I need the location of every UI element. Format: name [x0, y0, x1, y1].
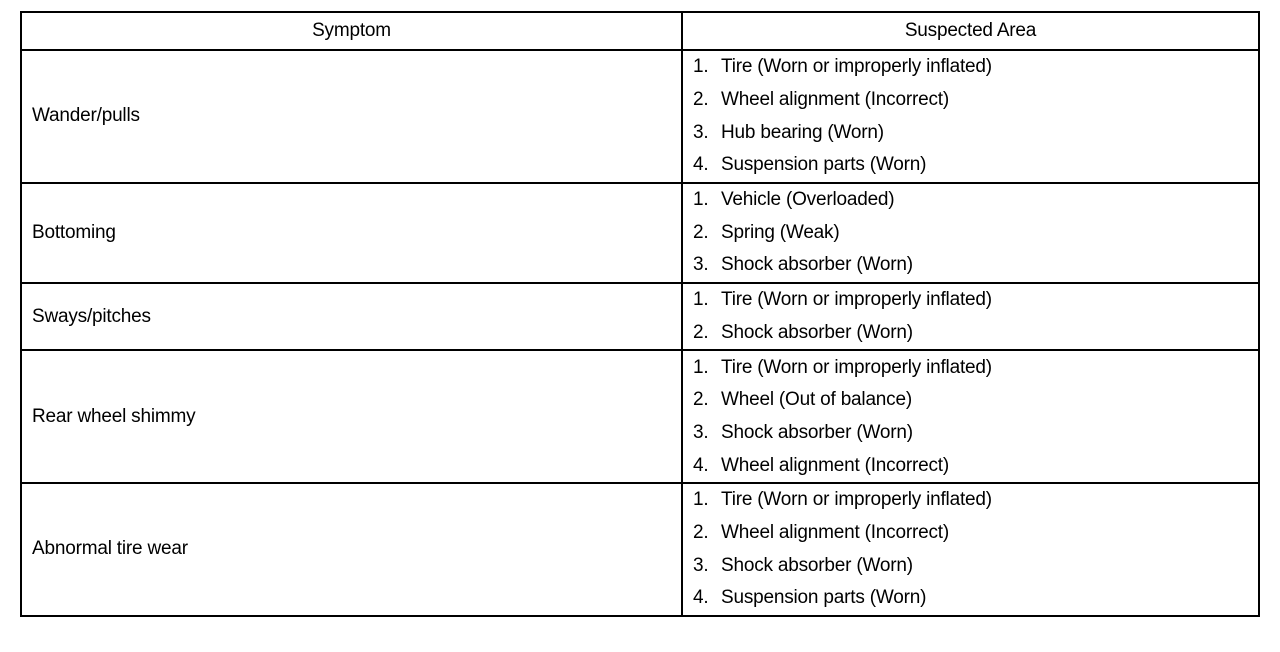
list-item [693, 549, 1258, 582]
suspected-area-cell [683, 351, 1258, 482]
list-item [693, 149, 1258, 182]
symptom-cell: Bottoming [22, 184, 683, 282]
item-number: 4. [693, 154, 709, 176]
table-row [22, 282, 1258, 349]
item-number: 2. [693, 321, 709, 343]
item-text: Wheel alignment (Incorrect) [721, 454, 949, 476]
header-symptom: Symptom [22, 13, 683, 49]
item-text: Tire (Worn or improperly inflated) [721, 56, 992, 78]
item-number: 1. [693, 56, 709, 78]
list-item [693, 582, 1258, 615]
item-text: Wheel alignment (Incorrect) [721, 521, 949, 543]
list-item [693, 184, 1258, 217]
item-number: 2. [693, 389, 709, 411]
list-item [693, 249, 1258, 282]
item-text: Tire (Worn or improperly inflated) [721, 356, 992, 378]
list-item [693, 449, 1258, 482]
item-text: Shock absorber (Worn) [721, 554, 913, 576]
item-number: 2. [693, 521, 709, 543]
item-text: Tire (Worn or improperly inflated) [721, 489, 992, 511]
suspected-area-cell [683, 284, 1258, 349]
suspected-area-cell [683, 51, 1258, 182]
item-number: 1. [693, 289, 709, 311]
symptom-cell: Wander/pulls [22, 51, 683, 182]
item-text: Suspension parts (Worn) [721, 154, 927, 176]
item-text: Wheel alignment (Incorrect) [721, 89, 949, 111]
suspected-area-cell [683, 484, 1258, 615]
item-number: 4. [693, 454, 709, 476]
list-item [693, 351, 1258, 384]
list-item [693, 417, 1258, 450]
table-row [22, 182, 1258, 282]
item-text: Tire (Worn or improperly inflated) [721, 289, 992, 311]
list-item [693, 216, 1258, 249]
item-text: Shock absorber (Worn) [721, 321, 913, 343]
symptom-cell: Sways/pitches [22, 284, 683, 349]
table-header-row [22, 13, 1258, 49]
troubleshooting-table [20, 11, 1260, 617]
header-suspected-area: Suspected Area [904, 20, 1037, 41]
item-text: Vehicle (Overloaded) [721, 189, 895, 211]
list-item [693, 317, 1258, 350]
list-item [693, 284, 1258, 317]
item-number: 4. [693, 587, 709, 609]
list-item [693, 484, 1258, 517]
item-number: 3. [693, 254, 709, 276]
list-item [693, 84, 1258, 117]
item-number: 1. [693, 356, 709, 378]
item-text: Spring (Weak) [721, 221, 840, 243]
list-item [693, 384, 1258, 417]
item-number: 3. [693, 121, 709, 143]
table-row [22, 49, 1258, 182]
item-number: 3. [693, 421, 709, 443]
suspected-area-cell [683, 184, 1258, 282]
item-text: Suspension parts (Worn) [721, 587, 927, 609]
item-number: 2. [693, 221, 709, 243]
list-item [693, 517, 1258, 550]
item-text: Shock absorber (Worn) [721, 254, 913, 276]
item-text: Shock absorber (Worn) [721, 421, 913, 443]
item-text: Wheel (Out of balance) [721, 389, 912, 411]
symptom-cell: Abnormal tire wear [22, 484, 683, 615]
symptom-cell: Rear wheel shimmy [22, 351, 683, 482]
item-text: Hub bearing (Worn) [721, 121, 884, 143]
list-item [693, 116, 1258, 149]
item-number: 1. [693, 189, 709, 211]
table-row [22, 482, 1258, 615]
table-row [22, 349, 1258, 482]
item-number: 2. [693, 89, 709, 111]
list-item [693, 51, 1258, 84]
item-number: 1. [693, 489, 709, 511]
item-number: 3. [693, 554, 709, 576]
